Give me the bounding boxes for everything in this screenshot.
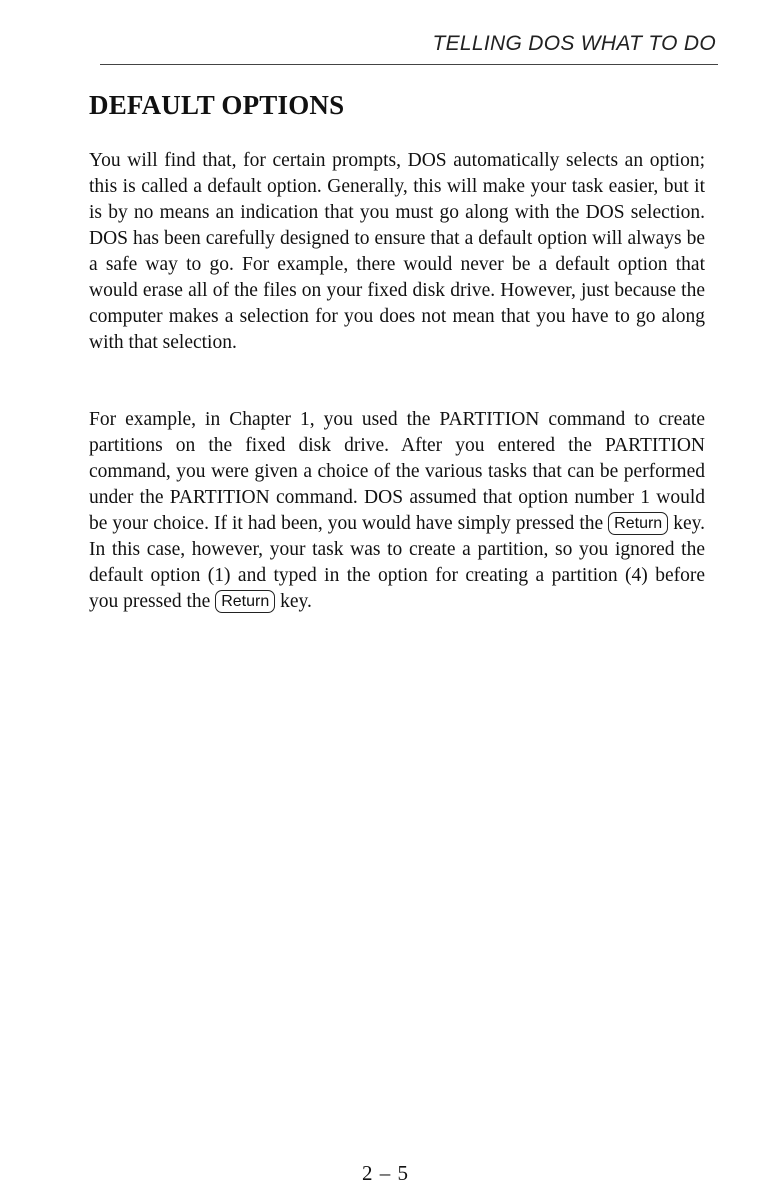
return-key-icon: Return — [215, 590, 275, 613]
running-header — [100, 30, 718, 65]
return-key-icon: Return — [608, 512, 668, 535]
paragraph-partition-example — [89, 407, 705, 615]
paragraph-text-part-2: key. In this case, however, your task was to create a partition, so you ignored the default option (1) and typed in the option for creating a partition (4) before you pressed the — [89, 513, 705, 612]
paragraph-text-part-3: key. — [280, 591, 312, 612]
section-heading: DEFAULT OPTIONS — [89, 90, 345, 120]
running-header-title: TELLING DOS WHAT TO DO — [432, 32, 716, 55]
page-number: 2 – 5 — [362, 1161, 409, 1185]
paragraph-text-part-1: For example, in Chapter 1, you used the PARTITION command to create partitions on the fixed disk drive. After you entered the PARTITION command, you were given a choice of the various tasks that can be performed under the PARTITION command. DOS assumed that option number 1 would be your choice. If it had been, you would have simply pressed the — [89, 409, 705, 534]
paragraph-default-options: You will find that, for certain prompts, DOS automatically selects an option; this is called a default option. Generally, this will make your task easier, but it is by no means an indication that you must go along with the DOS selection. DOS has been carefully designed to ensure that a default option will always be a safe way to go. For example, there would never be a default option that would erase all of the files on your fixed disk drive. However, just because the computer makes a selection for you does not mean that you have to go along with that selection. — [89, 150, 705, 353]
